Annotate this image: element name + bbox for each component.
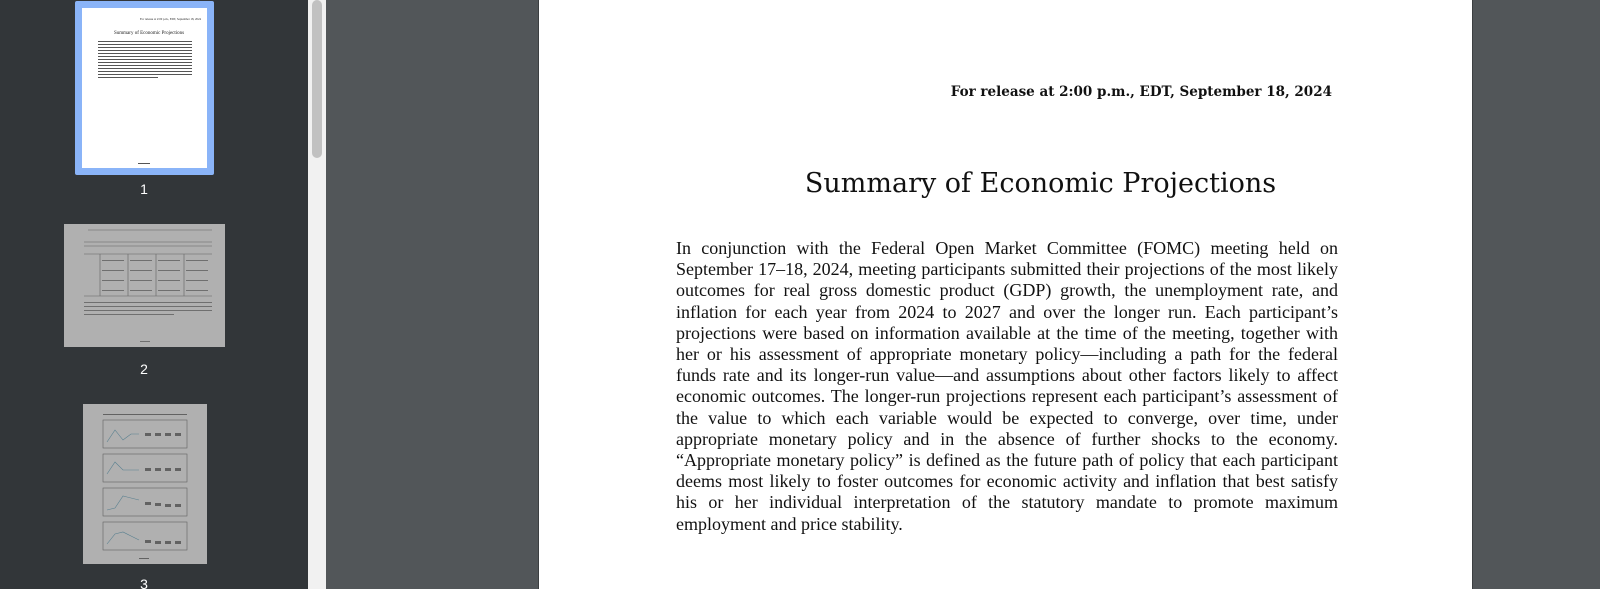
mini-text-line	[98, 50, 192, 51]
mini-text-line	[98, 56, 192, 57]
page-title: Summary of Economic Projections	[804, 168, 1277, 199]
thumbnail-number: 3	[140, 576, 148, 589]
mini-text-line	[98, 71, 192, 72]
mini-text-line	[98, 47, 192, 48]
document-viewer[interactable]	[326, 0, 1600, 589]
mini-text-line	[98, 65, 192, 66]
thumbnail-dim-overlay	[83, 404, 207, 564]
thumbnail-scrollbar-thumb[interactable]	[312, 0, 322, 158]
thumbnail-sidebar	[0, 0, 308, 589]
mini-release-line: For release at 2:00 p.m., EDT, September 18, 2024	[140, 17, 202, 21]
thumbnail-number: 2	[140, 361, 148, 377]
mini-text-line	[98, 62, 192, 63]
thumbnail-page-3[interactable]	[0, 400, 308, 589]
mini-text-line	[98, 44, 192, 45]
mini-text-line	[98, 68, 192, 69]
thumbnail-page-2-preview	[64, 224, 225, 347]
mini-text-line	[98, 53, 192, 54]
thumbnail-page-3-preview	[83, 404, 207, 564]
body-paragraph: In conjunction with the Federal Open Market Committee (FOMC) meeting held on September 17–18, 2024, meeting participants submitted their projections of the most likely outcomes for real gross domestic product (GDP) growth, the unemployment rate, and inflation for each year from 2024 to 2027 and over the longer run. Each participant’s projections were based on information available at the time of the meeting, together with her or his assessment of appropriate monetary policy—including a path for the federal funds rate and its longer-run value—and assumptions about other factors likely to affect economic outcomes. The longer-run projections represent each participant’s assessment of the value to which each variable would be expected to converge, over time, under appropriate monetary policy and in the absence of further shocks to the economy. “Appropriate monetary policy” is defined as the future path of policy that each participant deems most likely to foster outcomes for economic activity and inflation that best satisfy his or her individual interpretation of the statutory mandate to promote maximum employment and price stability.	[676, 238, 1338, 534]
mini-footer-line	[138, 163, 150, 164]
mini-text-line	[98, 41, 192, 42]
release-line: For release at 2:00 p.m., EDT, September 18, 2024	[950, 84, 1332, 100]
mini-text-line	[98, 59, 192, 60]
thumbnail-page-2[interactable]	[0, 218, 308, 380]
thumbnail-dim-overlay	[64, 224, 225, 347]
mini-title: Summary of Economic Projections	[114, 31, 185, 36]
thumbnail-scrollbar[interactable]	[308, 0, 326, 589]
thumbnail-number: 1	[140, 181, 148, 197]
mini-text-line	[98, 77, 158, 78]
thumbnail-page-1[interactable]	[0, 0, 308, 200]
document-page	[538, 0, 1473, 589]
thumbnail-page-1-preview	[82, 8, 207, 168]
mini-text-line	[98, 74, 192, 75]
